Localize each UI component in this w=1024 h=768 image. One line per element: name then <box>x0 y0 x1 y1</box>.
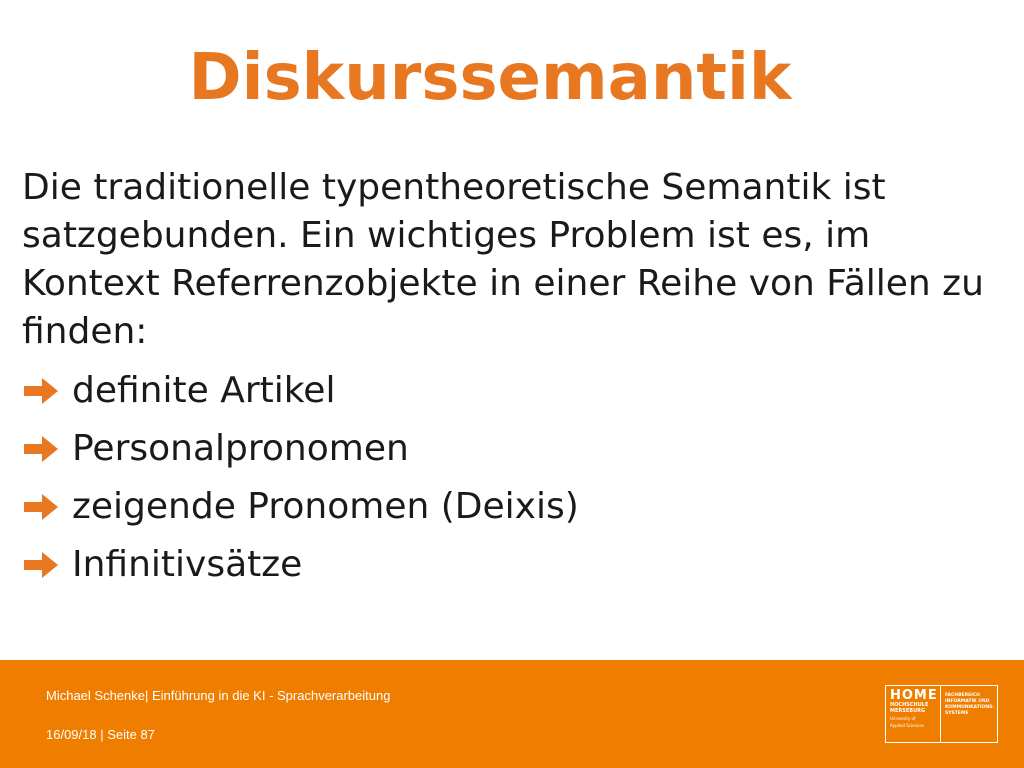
arrow-right-icon <box>22 492 60 522</box>
footer-date-page: 16/09/18 | Seite 87 <box>46 727 155 742</box>
slide-body <box>22 164 1012 594</box>
logo-dept2: INFORMATIK UND <box>945 699 990 704</box>
bullet-text: definite Artikel <box>72 370 336 411</box>
bullet-item <box>22 420 1012 478</box>
logo-line3: University of <box>890 716 916 721</box>
logo-line2: MERSEBURG <box>890 708 926 714</box>
logo-mark: HOME <box>890 688 938 703</box>
bullet-list <box>22 362 1012 594</box>
logo-mark-block <box>886 686 941 742</box>
logo-line4: Applied Sciences <box>890 723 924 728</box>
footer-bar <box>0 660 1024 768</box>
arrow-right-icon <box>22 376 60 406</box>
bullet-item <box>22 362 1012 420</box>
arrow-right-icon <box>22 434 60 464</box>
logo-department-block <box>941 686 997 742</box>
bullet-text: Infinitivsätze <box>72 544 303 585</box>
logo-line1: HOCHSCHULE <box>890 702 929 708</box>
university-logo <box>885 685 998 743</box>
arrow-right-icon <box>22 550 60 580</box>
bullet-item <box>22 478 1012 536</box>
bullet-text: Personalpronomen <box>72 428 409 469</box>
footer-author-course: Michael Schenke| Einführung in die KI - Sprachverarbeitung <box>46 688 391 703</box>
slide-title: Diskurssemantik <box>188 41 792 115</box>
logo-dept1: FACHBEREICH <box>945 693 980 698</box>
bullet-text: zeigende Pronomen (Deixis) <box>72 486 579 527</box>
bullet-item <box>22 536 1012 594</box>
logo-dept4: SYSTEME <box>945 711 969 716</box>
logo-dept3: KOMMUNIKATIONS- <box>945 705 995 710</box>
intro-paragraph: Die traditionelle typentheoretische Semantik ist satzgebunden. Ein wichtiges Problem ist es, im Kontext Referrenzobjekte in einer Reihe von Fällen zu finden: <box>22 167 984 352</box>
